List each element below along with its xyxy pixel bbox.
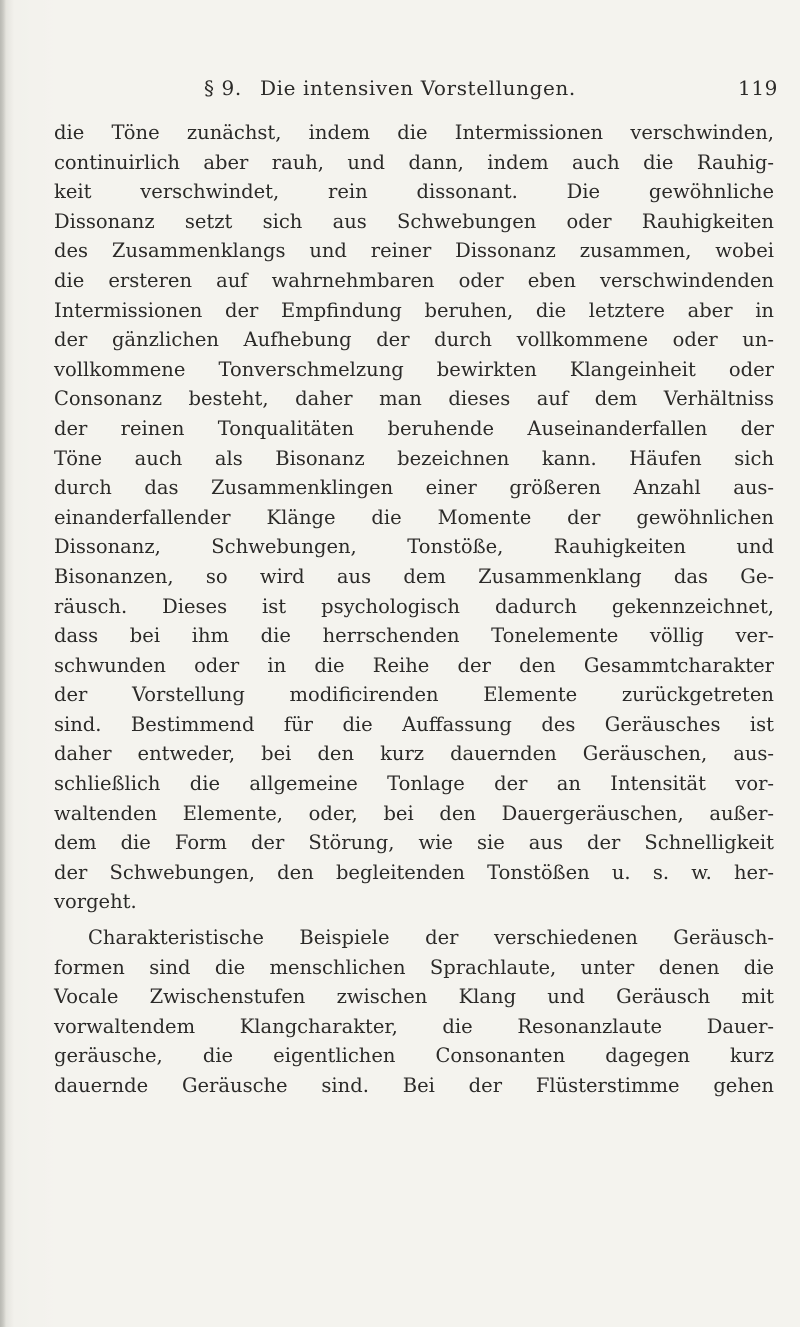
text-line: schwunden oder in die Reihe der den Gesammtcharakter bbox=[54, 653, 774, 677]
text-line: vollkommene Tonverschmelzung bewirkten Klangeinheit oder bbox=[54, 357, 774, 381]
text-line: Consonanz besteht, daher man dieses auf dem Verhältniss bbox=[54, 387, 774, 411]
page-number: 119 bbox=[738, 76, 778, 100]
text-line: waltenden Elemente, oder, bei den Dauergeräuschen, außer- bbox=[54, 801, 774, 825]
text-line: vorgeht. bbox=[54, 890, 137, 914]
body-text bbox=[54, 118, 774, 1101]
paragraph-1 bbox=[54, 118, 774, 917]
text-line: die Töne zunächst, indem die Intermissionen verschwinden, bbox=[54, 121, 774, 144]
running-header bbox=[204, 76, 778, 106]
text-line: continuirlich aber rauh, und dann, indem auch die Rauhig- bbox=[54, 150, 774, 174]
text-line: Vocale Zwischenstufen zwischen Klang und Geräusch mit bbox=[54, 985, 774, 1009]
text-line: der reinen Tonqualitäten beruhende Auseinanderfallen der bbox=[54, 416, 774, 440]
chapter-title: Die intensiven Vorstellungen. bbox=[260, 76, 576, 100]
text-line: der Vorstellung modificirenden Elemente zurückgetreten bbox=[54, 683, 774, 707]
text-line: geräusche, die eigentlichen Consonanten dagegen kurz bbox=[54, 1044, 774, 1068]
text-line: daher entweder, bei den kurz dauernden Geräuschen, aus- bbox=[54, 742, 774, 766]
text-line: einanderfallender Klänge die Momente der gewöhnlichen bbox=[54, 505, 774, 529]
text-line: des Zusammenklangs und reiner Dissonanz zusammen, wobei bbox=[54, 239, 774, 263]
text-line: keit verschwindet, rein dissonant. Die gewöhnliche bbox=[54, 180, 774, 204]
text-line: schließlich die allgemeine Tonlage der an Intensität vor- bbox=[54, 772, 774, 796]
text-line: räusch. Dieses ist psychologisch dadurch gekennzeichnet, bbox=[54, 594, 774, 618]
text-line: Dissonanz setzt sich aus Schwebungen oder Rauhigkeiten bbox=[54, 209, 774, 233]
text-line: dem die Form der Störung, wie sie aus der Schnelligkeit bbox=[54, 831, 774, 855]
section-number: § 9. bbox=[204, 76, 242, 100]
text-line: formen sind die menschlichen Sprachlaute, unter denen die bbox=[54, 955, 774, 979]
text-line: dauernde Geräusche sind. Bei der Flüsterstimme gehen bbox=[54, 1074, 774, 1097]
text-line: vorwaltendem Klangcharakter, die Resonanzlaute Dauer- bbox=[54, 1014, 774, 1038]
text-line: sind. Bestimmend für die Auffassung des Geräusches ist bbox=[54, 712, 774, 736]
text-line: Töne auch als Bisonanz bezeichnen kann. Häufen sich bbox=[54, 446, 774, 470]
paragraph-2 bbox=[54, 923, 774, 1101]
text-line: durch das Zusammenklingen einer größeren Anzahl aus- bbox=[54, 476, 774, 500]
text-line: Intermissionen der Empfindung beruhen, die letztere aber in bbox=[54, 298, 774, 322]
text-line: der Schwebungen, den begleitenden Tonstößen u. s. w. her- bbox=[54, 860, 774, 884]
text-line: dass bei ihm die herrschenden Tonelemente völlig ver- bbox=[54, 624, 774, 648]
text-line: der gänzlichen Aufhebung der durch vollkommene oder un- bbox=[54, 328, 774, 352]
text-line: Dissonanz, Schwebungen, Tonstöße, Rauhigkeiten und bbox=[54, 535, 774, 559]
page-gutter-shadow bbox=[0, 0, 6, 1327]
text-line: Bisonanzen, so wird aus dem Zusammenklang das Ge- bbox=[54, 564, 774, 588]
text-line: Charakteristische Beispiele der verschiedenen Geräusch- bbox=[88, 926, 774, 950]
text-line: die ersteren auf wahrnehmbaren oder eben verschwindenden bbox=[54, 268, 774, 292]
